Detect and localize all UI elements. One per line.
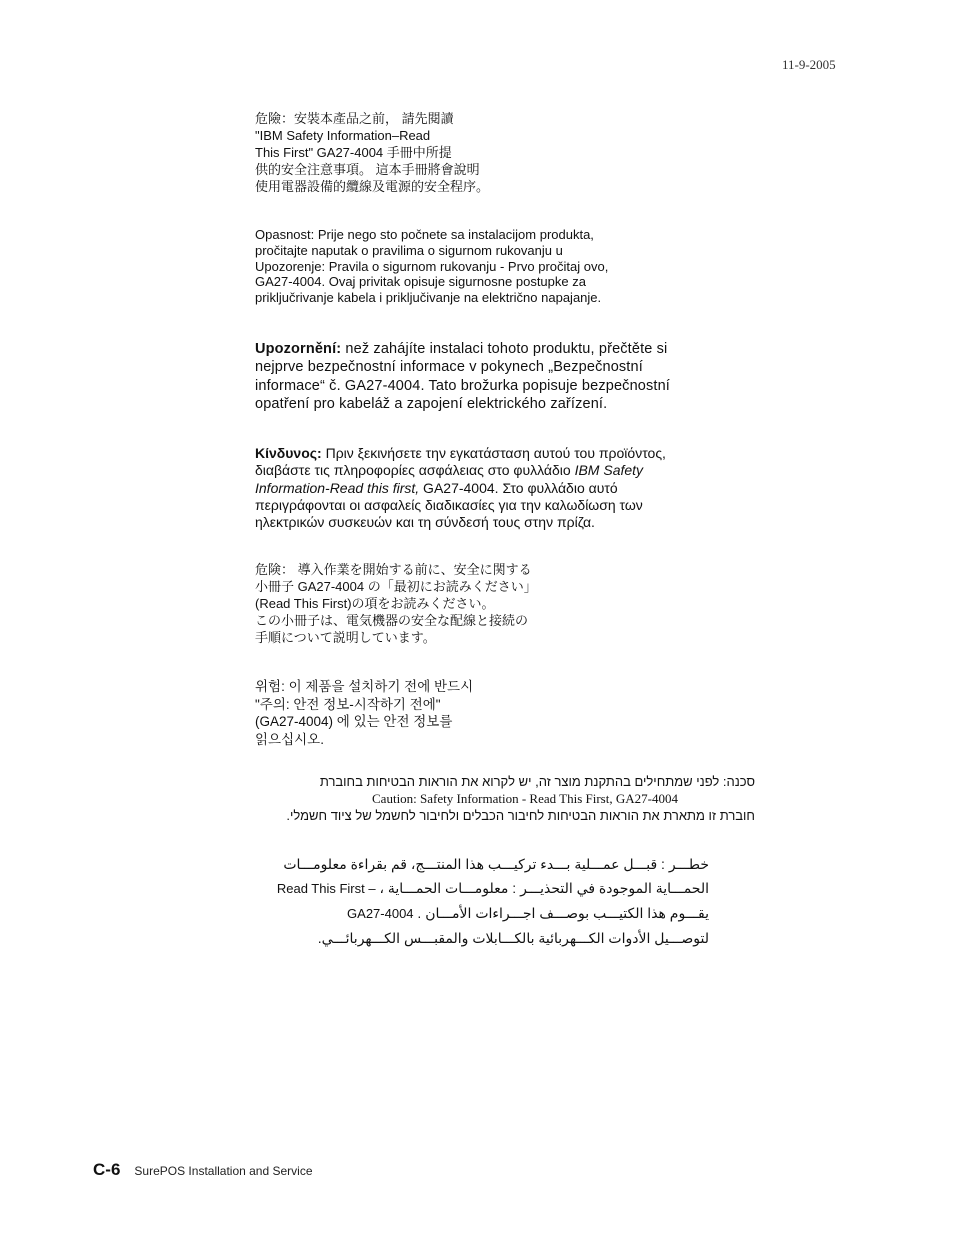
notice-line: This First" GA27-4004 手冊中所提 xyxy=(255,145,452,160)
publication-title: Information-Read this first, xyxy=(255,479,420,496)
notice-line: GA27-4004. Ovaj privitak opisuje sigurnosne postupke za xyxy=(255,274,586,290)
notice-line: priključrivanje kabela i priključivanje na električno napajanje. xyxy=(255,290,602,306)
notice-line: 위험: 이 제품을 설치하기 전에 반드시 xyxy=(255,679,474,694)
notice-croatian xyxy=(255,227,608,306)
notice-line: informace“ č. GA27-4004. Tato brožurka popisuje bezpečnostní xyxy=(255,377,670,394)
notice-line: 읽으십시오. xyxy=(255,731,324,747)
notice-line: περιγράφονται οι ασφαλείς διαδικασίες για την καλωδίωση των xyxy=(255,496,643,513)
publication-code: GA27-4004 xyxy=(347,906,414,921)
notice-line: "IBM Safety Information–Read xyxy=(255,128,431,143)
notice-line: 危險：安裝本產品之前， 請先閱讀 xyxy=(255,111,454,126)
notice-czech xyxy=(255,340,670,413)
notice-text: GA27-4004. Στο φυλλάδιο αυτό xyxy=(419,479,618,496)
notice-text: διαβάστε τις πληροφορίες ασφάλειας στο φυλλάδιο xyxy=(255,462,575,479)
page-footer xyxy=(93,1160,313,1180)
notice-line: opatření pro kabeláž a zapojení elektrického zařízení. xyxy=(255,395,608,412)
notice-line xyxy=(255,876,709,901)
notice-line: nejprve bezpečnostní informace v pokynech „Bezpečnostní xyxy=(255,359,643,376)
notice-line xyxy=(255,480,666,497)
page-number: C-6 xyxy=(93,1160,121,1179)
notice-korean xyxy=(255,678,473,748)
notice-line: لتوصـــيل الأدوات الكـــهربائية بالكـــابلات والمقبـــس الكـــهربائـــي. xyxy=(317,930,709,946)
notice-line xyxy=(255,901,709,926)
notice-line: Upozorenje: Pravila o sigurnom rukovanju - Prvo pročitaj ovo, xyxy=(255,258,609,274)
notice-arabic xyxy=(255,852,709,950)
notice-line: pročitajte naputak o pravilima o sigurnom rukovanju u xyxy=(255,242,563,258)
notice-line: ηλεκτρικών συσκευών και τη σύνδεσή τους στην πρίζα. xyxy=(255,514,595,531)
publication-title: Read This First – xyxy=(276,881,376,896)
notice-line: 危険： 導入作業を開始する前に、安全に関する xyxy=(255,562,532,577)
notice-line: خطـــر : قبـــل عمـــلية بـــدء تركيـــب هذا المنتـــج، قم بقراءة معلومـــات xyxy=(283,856,709,872)
notice-line xyxy=(255,445,666,462)
notice-line: (GA27-4004) 에 있는 안전 정보를 xyxy=(255,714,453,729)
publication-title: IBM Safety xyxy=(574,462,644,479)
notice-text: Πριν ξεκινήσετε την εγκατάσταση αυτού του προϊόντος, xyxy=(321,445,666,461)
notice-line: (Read This First)の項をお読みください。 xyxy=(255,596,495,611)
notice-hebrew xyxy=(255,773,755,824)
notice-chinese xyxy=(255,110,489,195)
notice-line: 手順について説明しています。 xyxy=(255,630,436,645)
notice-line xyxy=(255,462,666,479)
page-date: 11-9-2005 xyxy=(782,57,836,72)
notice-line: Opasnost: Prije nego sto počnete sa instalacijom produkta, xyxy=(255,227,594,242)
notice-greek xyxy=(255,445,666,531)
notice-line: 小冊子 GA27-4004 の「最初にお読みください」 xyxy=(255,579,537,594)
notice-text: الحمـــاية الموجودة في التحذيـــر : معلومـــات الحمـــاية ، xyxy=(379,880,709,896)
book-title: SurePOS Installation and Service xyxy=(134,1164,313,1178)
notice-text: يقـــوم هذا الكتيـــب بوصـــف اجـــراءات الأمـــان . xyxy=(417,905,709,921)
notice-line: 使用電器設備的纜線及電源的安全程序。 xyxy=(255,179,490,194)
notice-line: "주의: 안전 정보-시작하기 전에" xyxy=(255,696,441,712)
notice-line: Caution: Safety Information - Read This First, GA27-4004 xyxy=(372,791,678,806)
notice-line: 供的安全注意事項。 這本手冊將會說明 xyxy=(255,162,480,177)
notice-text: než zahájíte instalaci tohoto produktu, přečtěte si xyxy=(341,341,668,357)
notice-line: この小冊子は、電気機器の安全な配線と接続の xyxy=(255,613,529,628)
notice-japanese xyxy=(255,561,537,646)
notice-line: חוברת זו מתארת את הוראות הבטיחות לחיבור הכבלים ולחיבור לחשמל של ציוד חשמלי. xyxy=(286,808,755,823)
notice-line: סכנה: לפני שמתחילים בהתקנת מוצר זה, יש לקרוא את הוראות הבטיחות בחוברת xyxy=(319,774,755,789)
notice-line xyxy=(255,340,670,358)
notice-label: Upozornění: xyxy=(255,341,342,357)
notice-label: Κίνδυνος: xyxy=(255,445,322,461)
